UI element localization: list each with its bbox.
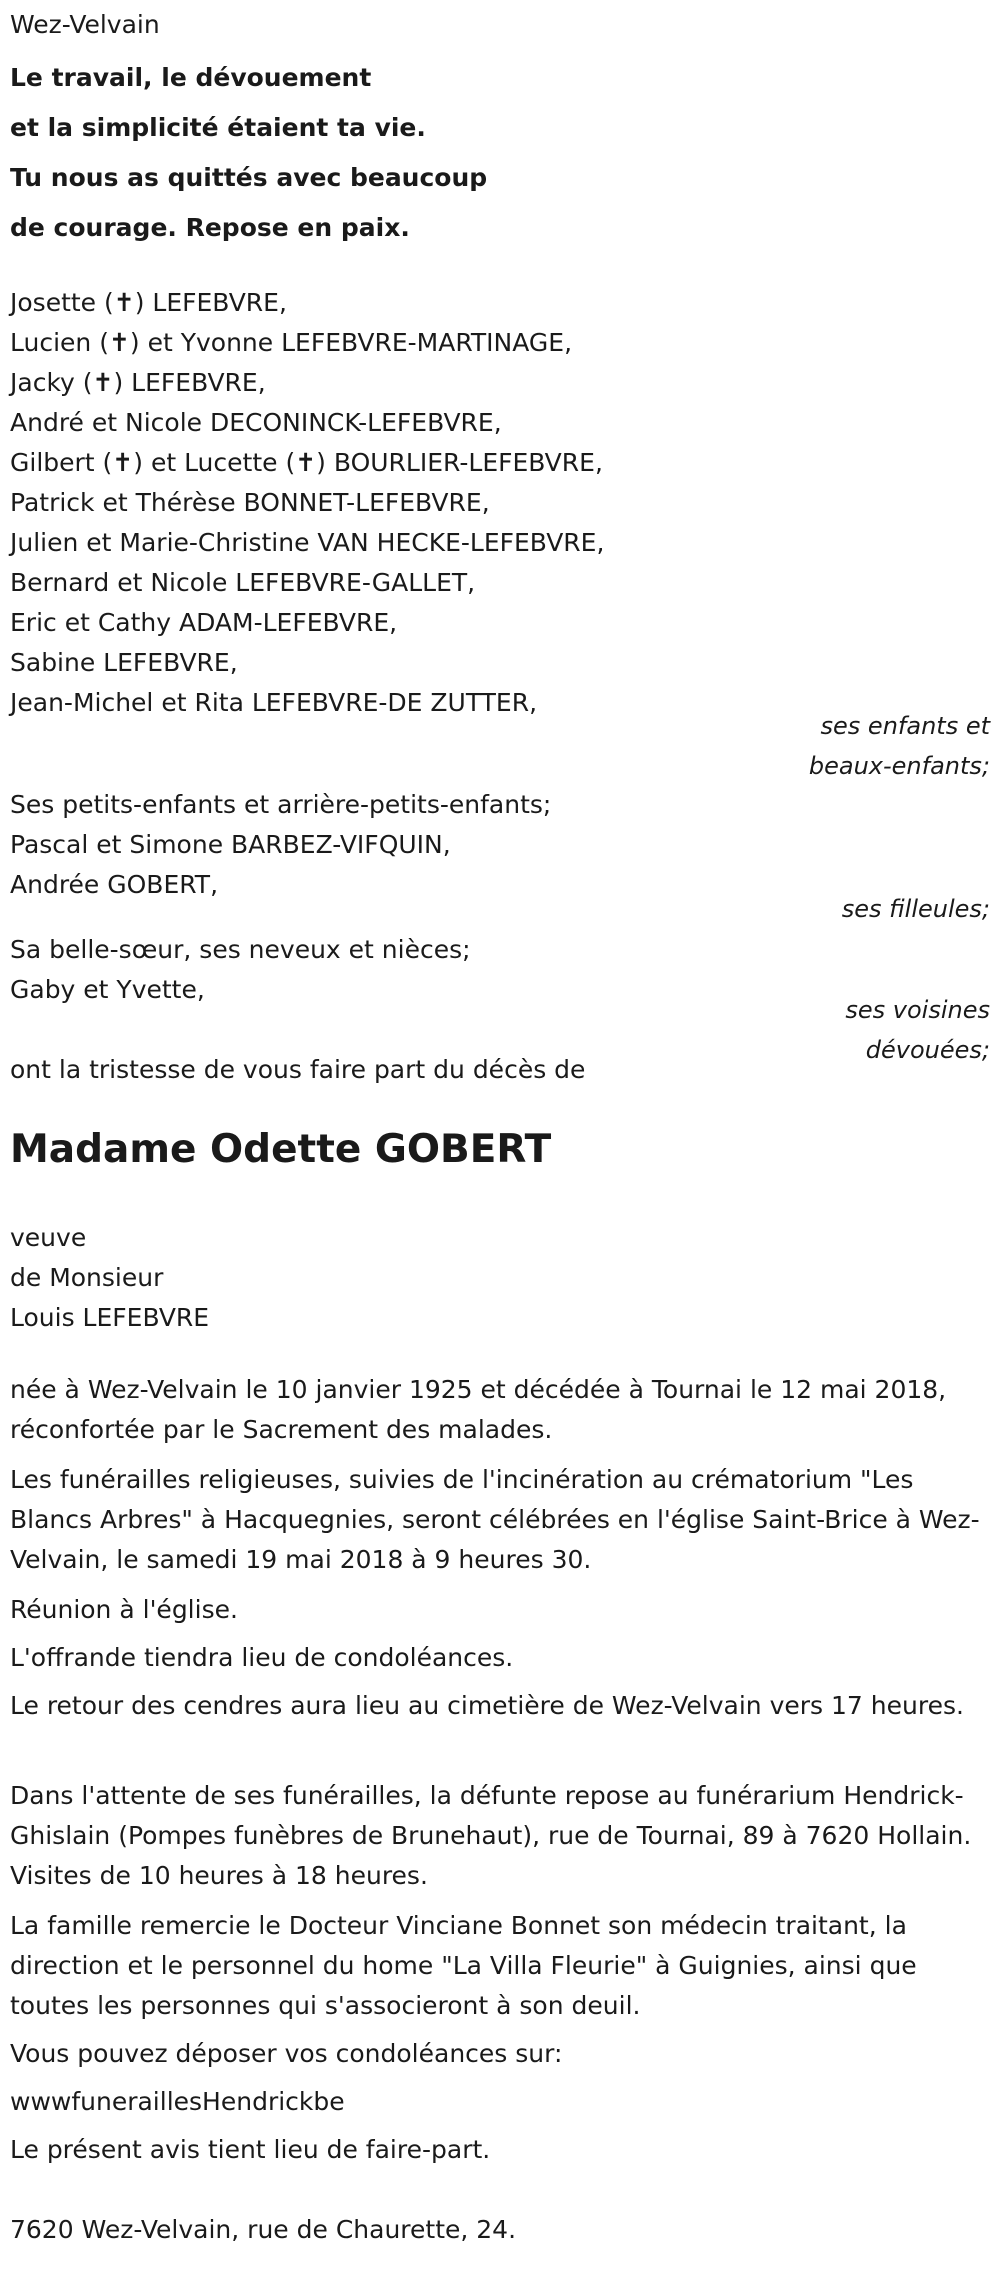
family-member: Sa belle-sœur, ses neveux et nièces; bbox=[10, 935, 471, 964]
ashes-paragraph: Le retour des cendres aura lieu au cimetière de Wez-Velvain vers 17 heures. bbox=[10, 1691, 964, 1720]
epitaph bbox=[10, 53, 995, 253]
family-member: Jean-Michel et Rita LEFEBVRE-DE ZUTTER, bbox=[10, 688, 538, 717]
widow-line: veuve bbox=[10, 1223, 87, 1252]
epitaph-line: Le travail, le dévouement bbox=[10, 63, 372, 92]
family-member: Julien et Marie-Christine VAN HECKE-LEFEBVRE, bbox=[10, 528, 605, 557]
role-line: ses enfants et bbox=[820, 712, 990, 740]
family-member: Bernard et Nicole LEFEBVRE-GALLET, bbox=[10, 568, 476, 597]
epitaph-line: et la simplicité étaient ta vie. bbox=[10, 113, 426, 142]
children-role bbox=[809, 706, 990, 786]
role-line: dévouées; bbox=[865, 1036, 990, 1064]
announcement bbox=[10, 1050, 995, 1090]
family-member: Andrée GOBERT, bbox=[10, 870, 219, 899]
place-header-text: Wez-Velvain bbox=[10, 10, 160, 39]
birth-death-paragraph: née à Wez-Velvain le 10 janvier 1925 et décédée à Tournai le 12 mai 2018, réconfortée par le Sacrement des malades. bbox=[10, 1375, 947, 1444]
family-member: Lucien (✝) et Yvonne LEFEBVRE-MARTINAGE, bbox=[10, 328, 573, 357]
notice-paragraph: Le présent avis tient lieu de faire-part. bbox=[10, 2135, 491, 2164]
family-member: Gaby et Yvette, bbox=[10, 975, 205, 1004]
family-member: Jacky (✝) LEFEBVRE, bbox=[10, 368, 266, 397]
meeting-paragraph: Réunion à l'église. bbox=[10, 1595, 238, 1624]
family-member: Patrick et Thérèse BONNET-LEFEBVRE, bbox=[10, 488, 490, 517]
place-header bbox=[10, 5, 995, 45]
condolences-link[interactable]: wwwfuneraillesHendrickbe bbox=[10, 2087, 345, 2116]
family-member: Gilbert (✝) et Lucette (✝) BOURLIER-LEFEBVRE, bbox=[10, 448, 603, 477]
family-member: Pascal et Simone BARBEZ-VIFQUIN, bbox=[10, 830, 451, 859]
widow-line: de Monsieur bbox=[10, 1263, 164, 1292]
epitaph-line: Tu nous as quittés avec beaucoup bbox=[10, 163, 488, 192]
family-member: Sabine LEFEBVRE, bbox=[10, 648, 238, 677]
funerarium-paragraph: Dans l'attente de ses funérailles, la défunte repose au funérarium Hendrick-Ghislain (Pompes funèbres de Brunehaut), rue de Tournai, 89 à 7620 Hollain. Visites de 10 heures à 18 heures. bbox=[10, 1781, 972, 1890]
role-line: beaux-enfants; bbox=[808, 752, 990, 780]
epitaph-line: de courage. Repose en paix. bbox=[10, 213, 410, 242]
address: 7620 Wez-Velvain, rue de Chaurette, 24. bbox=[10, 2215, 517, 2244]
role-line: ses voisines bbox=[845, 996, 990, 1024]
funeral-paragraph: Les funérailles religieuses, suivies de l'incinération au crématorium "Les Blancs Arbres" à Hacquegnies, seront célébrées en l'église Saint-Brice à Wez-Velvain, le samedi 19 mai 2018 à 9 heures 30. bbox=[10, 1465, 980, 1574]
family-member: André et Nicole DECONINCK-LEFEBVRE, bbox=[10, 408, 502, 437]
deceased-name: Madame Odette GOBERT bbox=[10, 1127, 552, 1172]
widow-line: Louis LEFEBVRE bbox=[10, 1303, 210, 1332]
widow-block bbox=[10, 1218, 995, 1338]
announcement-text: ont la tristesse de vous faire part du décès de bbox=[10, 1055, 586, 1084]
offering-paragraph: L'offrande tiendra lieu de condoléances. bbox=[10, 1643, 514, 1672]
children-list bbox=[10, 283, 995, 723]
family-member: Ses petits-enfants et arrière-petits-enfants; bbox=[10, 790, 552, 819]
godchildren-list bbox=[10, 785, 995, 905]
role-line: ses filleules; bbox=[841, 895, 990, 923]
godchildren-role bbox=[842, 889, 990, 929]
condolences-paragraph: Vous pouvez déposer vos condoléances sur: bbox=[10, 2039, 563, 2068]
thanks-paragraph: La famille remercie le Docteur Vinciane Bonnet son médecin traitant, la direction et le personnel du home "La Villa Fleurie" à Guignies, ainsi que toutes les personnes qui s'associeront à son deuil. bbox=[10, 1911, 917, 2020]
family-member: Josette (✝) LEFEBVRE, bbox=[10, 288, 287, 317]
family-member: Eric et Cathy ADAM-LEFEBVRE, bbox=[10, 608, 398, 637]
